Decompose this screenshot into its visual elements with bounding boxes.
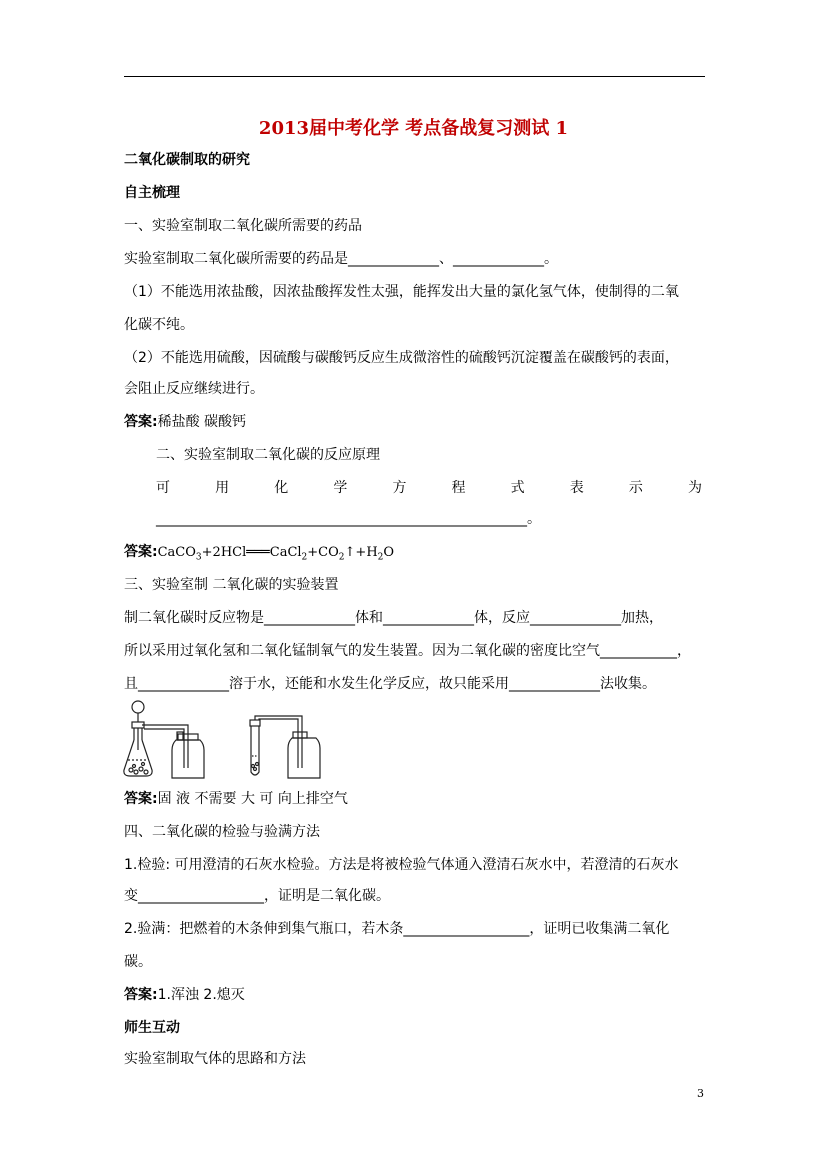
gas-arrow-icon: ↑ (344, 545, 356, 560)
answer-text: 固 液 不需要 大 可 向上排空气 (157, 791, 348, 807)
paragraph: 实验室制取气体的思路和方法 (124, 1051, 306, 1067)
answer-line (124, 790, 348, 808)
spread-char: 为 (687, 480, 702, 496)
spread-char: 学 (333, 480, 348, 496)
paragraph: 一、实验室制取二氧化碳所需要的药品 (124, 218, 362, 234)
paragraph: 四、二氧化碳的检验与验满方法 (124, 824, 320, 840)
section-heading: 二氧化碳制取的研究 (124, 152, 250, 168)
paragraph: 碳。 (124, 954, 152, 970)
paragraph: 制二氧化碳时反应物是_____________体和_____________体，反应_____________加热， (124, 610, 663, 626)
paragraph: 实验室制取二氧化碳所需要的药品是_____________、_____________。 (124, 251, 558, 267)
paragraph: 化碳不纯。 (124, 317, 194, 333)
paragraph: 所以采用过氧化氢和二氧化锰制氧气的发生装置。因为二氧化碳的密度比空气___________， (124, 643, 691, 659)
spread-char: 可 (156, 480, 170, 496)
blank-line: _____________________________________________________。 (156, 511, 541, 527)
paragraph: 三、实验室制 二氧化碳的实验装置 (124, 577, 339, 593)
answer-label: 答案: (124, 414, 158, 430)
paragraph: （1）不能选用浓盐酸，因浓盐酸挥发性太强，能挥发出大量的氯化氢气体，使制得的二氧 (124, 284, 679, 300)
subsection-heading: 师生互动 (124, 1020, 180, 1036)
spread-char: 示 (628, 480, 643, 496)
answer-label: 答案: (124, 987, 158, 1003)
spread-text (156, 479, 702, 497)
subsection-heading: 自主梳理 (124, 185, 180, 201)
paragraph: （2）不能选用硫酸，因硫酸与碳酸钙反应生成微溶性的硫酸钙沉淀覆盖在碳酸钙的表面， (124, 350, 679, 366)
paragraph: 且_____________溶于水，还能和水发生化学反应，故只能采用_____________法收集。 (124, 676, 656, 692)
page-number: 3 (697, 1087, 704, 1100)
spread-char: 程 (451, 480, 466, 496)
spread-char: 表 (569, 480, 584, 496)
chemical-equation: $CaCO_3+2HCl═══CaCl_2+CO_2↑+H_2O$ (157, 545, 395, 563)
answer-line (124, 413, 246, 431)
answer-line (124, 543, 394, 567)
answer-label: 答案: (124, 791, 158, 807)
paragraph: 变__________________，证明是二氧化碳。 (124, 888, 390, 904)
co2-apparatus-illustration (122, 698, 392, 784)
page-title: 2013届中考化学 考点备战复习测试 1 (258, 118, 569, 139)
paragraph: 1.检验: 可用澄清的石灰水检验。方法是将被检验气体通入澄清石灰水中，若澄清的石灰水 (124, 857, 679, 873)
answer-text: 稀盐酸 碳酸钙 (157, 414, 247, 430)
answer-text: 1.浑浊 2.熄灭 (157, 987, 245, 1003)
spread-char: 用 (215, 480, 230, 496)
spread-char: 式 (510, 480, 525, 496)
answer-line (124, 986, 245, 1004)
paragraph: 二、实验室制取二氧化碳的反应原理 (156, 447, 380, 463)
header-rule (124, 76, 705, 77)
answer-label: 答案: (124, 544, 158, 560)
spread-char: 方 (392, 480, 407, 496)
spread-char: 化 (274, 480, 289, 496)
paragraph: 2.验满：把燃着的木条伸到集气瓶口，若木条__________________，证明已收集满二氧化 (124, 921, 670, 937)
paragraph: 会阻止反应继续进行。 (124, 381, 264, 397)
